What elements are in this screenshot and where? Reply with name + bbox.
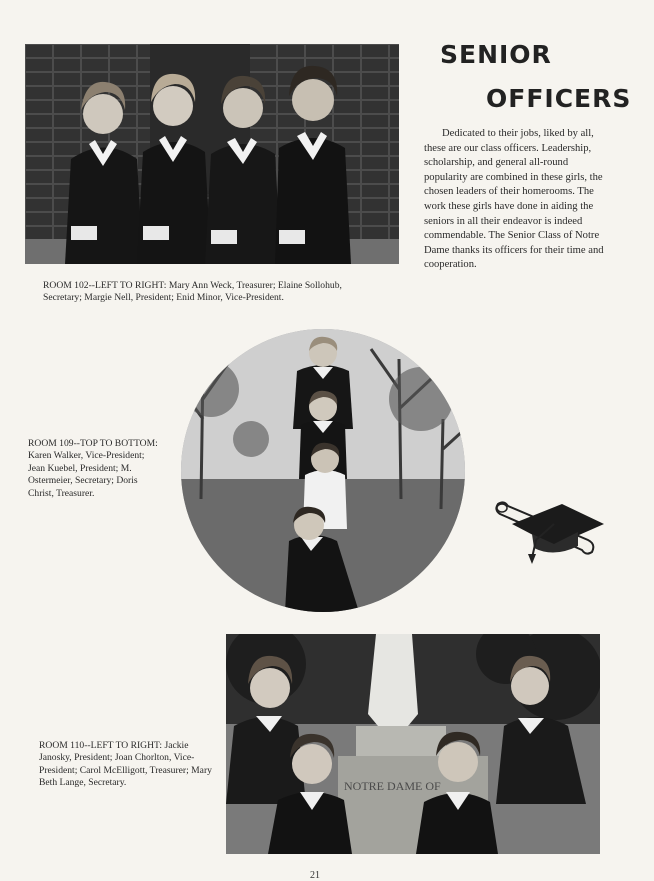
room110-photo (226, 634, 600, 854)
room102-caption: ROOM 102--LEFT TO RIGHT: Mary Ann Weck, Treasurer; Elaine Sollohub, Secretary; Margie Nell, President; Enid Minor, Vice-President. (43, 280, 342, 304)
page-number: 21 (310, 870, 320, 881)
statue-inscription: NOTRE DAME OF (344, 779, 441, 793)
page-title-line2: OFFICERS (486, 84, 632, 113)
room110-caption: ROOM 110--LEFT TO RIGHT: Jackie Janosky, President; Joan Chorlton, Vice-President; Carol McElligott, Treasurer; Mary Beth Lange, Secretary. (39, 740, 212, 789)
page-title-line1: SENIOR (440, 40, 552, 69)
diploma-and-graduation-cap-icon (492, 498, 610, 568)
room102-photo (25, 44, 399, 264)
room109-photo (181, 329, 465, 612)
intro-paragraph: Dedicated to their jobs, liked by all, these are our class officers. Leadership, scholarship, and general all-round popularity are combined in these girls, the chosen leaders of their homerooms. The work these girls have done in aiding the seniors in all their endeavor is indeed commendable. The Senior Class of Notre Dame thanks its officers for their time and cooperation. (424, 128, 604, 271)
room109-caption: ROOM 109--TOP TO BOTTOM: Karen Walker, Vice-President; Jean Kuebel, President; M. Ostermeier, Secretary; Doris Christ, Treasurer. (28, 438, 158, 499)
